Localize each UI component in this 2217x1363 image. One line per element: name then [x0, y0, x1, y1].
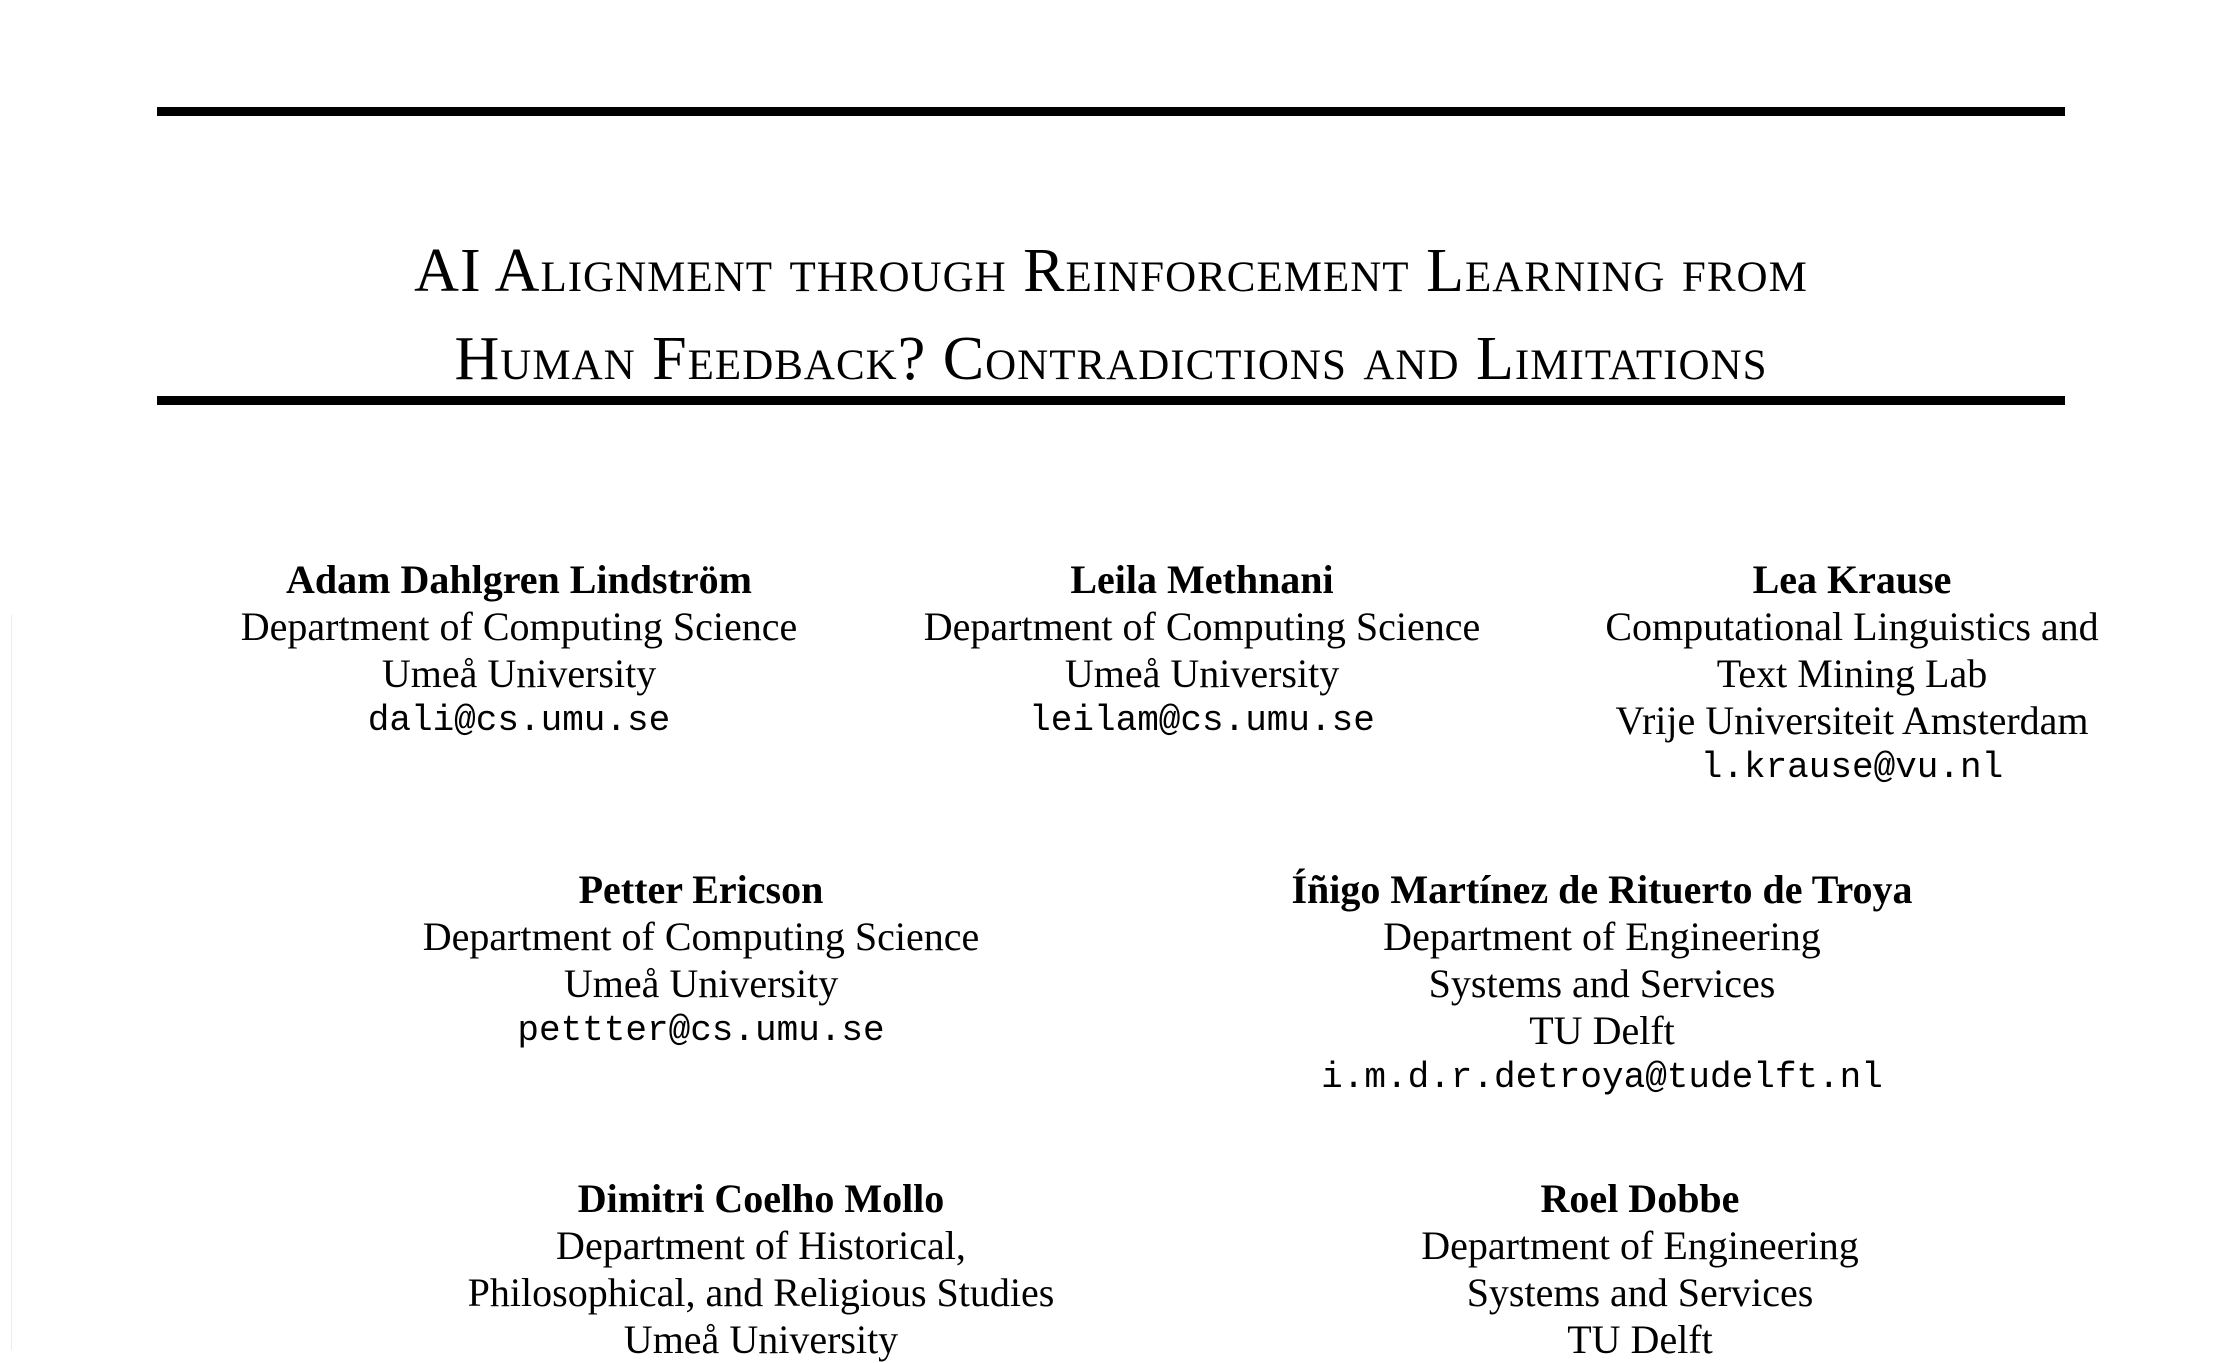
author-affiliation-line: Umeå University: [623, 1317, 899, 1362]
author-affiliation-line: Computational Linguistics and: [1605, 604, 2099, 649]
title-line-2: Human Feedback? Contradictions and Limitations: [454, 324, 1768, 393]
author-affiliation-line: Department of Computing Science: [422, 914, 980, 959]
author-block-martinez-de-rituerto-de-troya: [1291, 866, 1912, 1101]
paper-title: [157, 227, 2065, 403]
author-affiliation-line: Systems and Services: [1428, 961, 1776, 1006]
author-affiliation-line: Department of Computing Science: [240, 604, 798, 649]
author-affiliation-line: Umeå University: [1064, 651, 1340, 696]
author-affiliation-line: Umeå University: [381, 651, 657, 696]
author-affiliation-line: TU Delft: [1567, 1317, 1713, 1362]
author-email: dali@cs.umu.se: [367, 700, 671, 741]
author-email: pettter@cs.umu.se: [517, 1010, 885, 1051]
author-block-coelho-mollo: [468, 1175, 1055, 1363]
author-affiliation-line: Systems and Services: [1466, 1270, 1814, 1315]
title-line-1: AI Alignment through Reinforcement Learning from: [414, 236, 1808, 305]
author-affiliation-line: TU Delft: [1529, 1008, 1675, 1053]
author-email: l.krause@vu.nl: [1700, 747, 2004, 788]
author-affiliation-line: Text Mining Lab: [1716, 651, 1988, 696]
author-name: Roel Dobbe: [1540, 1176, 1740, 1221]
author-name: Leila Methnani: [1070, 557, 1334, 602]
author-block-dobbe: [1421, 1175, 1859, 1363]
author-email: i.m.d.r.detroya@tudelft.nl: [1321, 1057, 1883, 1098]
author-name: Íñigo Martínez de Rituerto de Troya: [1291, 867, 1913, 912]
page-edge-guide: [0, 615, 12, 1350]
author-email: leilam@cs.umu.se: [1029, 700, 1375, 741]
author-name: Dimitri Coelho Mollo: [577, 1176, 945, 1221]
author-affiliation-line: Department of Engineering: [1421, 1223, 1859, 1268]
author-affiliation-line: Department of Engineering: [1383, 914, 1821, 959]
author-name: Lea Krause: [1752, 557, 1952, 602]
author-affiliation-line: Department of Historical,: [556, 1223, 966, 1268]
author-affiliation-line: Philosophical, and Religious Studies: [467, 1270, 1055, 1315]
author-name: Adam Dahlgren Lindström: [286, 557, 752, 602]
title-bottom-rule: [157, 396, 2065, 405]
author-affiliation-line: Vrije Universiteit Amsterdam: [1615, 698, 2089, 743]
author-affiliation-line: Department of Computing Science: [923, 604, 1481, 649]
author-block-dahlgren-lindstrom: [241, 556, 798, 744]
author-name: Petter Ericson: [578, 867, 824, 912]
title-top-rule: [157, 107, 2065, 116]
author-block-methnani: [924, 556, 1481, 744]
author-block-ericson: [423, 866, 980, 1054]
author-affiliation-line: Umeå University: [563, 961, 839, 1006]
author-block-krause: [1605, 556, 2098, 791]
